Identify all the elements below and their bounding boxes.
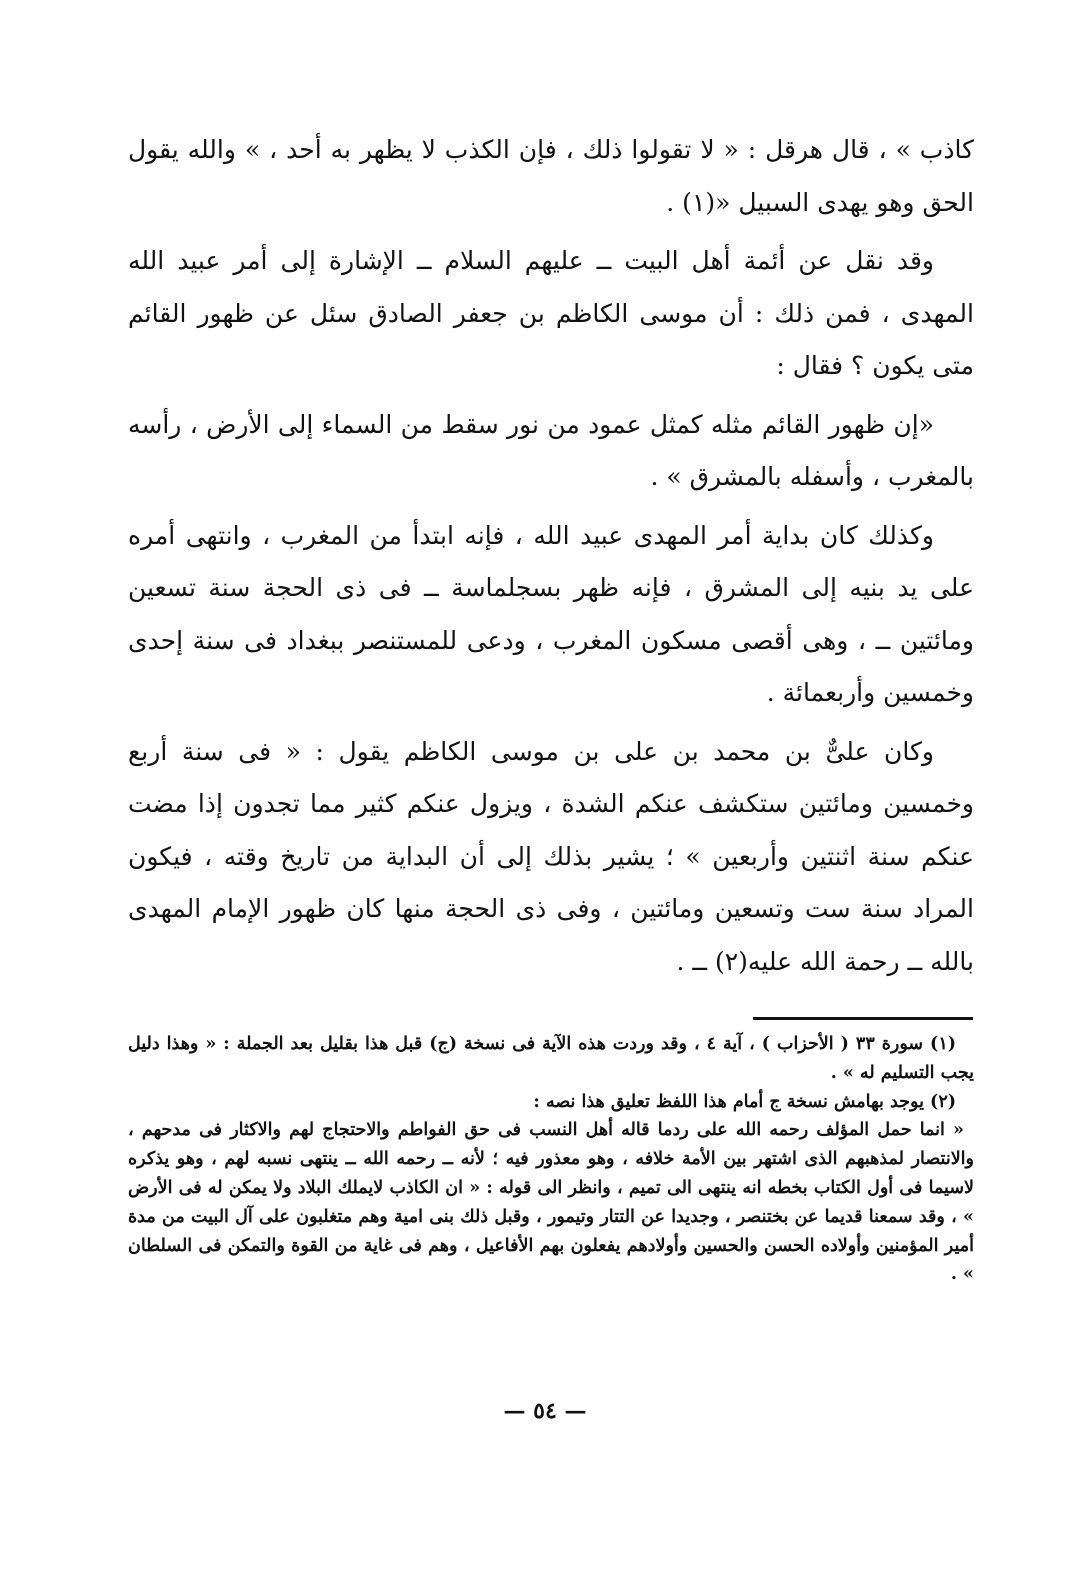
paragraph-1: كاذب » ، قال هرقل : « لا تقولوا ذلك ، فإن الكذب لا يظهر به أحد ، » والله يقول الحق وهو يهدى السبيل «(١) . xyxy=(128,135,974,217)
paragraph-2: وقد نقل عن أئمة أهل البيت ــ عليهم السلام ــ الإشارة إلى أمر عبيد الله المهدى ، فمن ذلك : أن موسى الكاظم بن جعفر الصادق سئل عن ظهور القائم متى يكون ؟ فقال : xyxy=(128,246,974,380)
footnote-2: (٢) يوجد بهامش نسخة ج أمام هذا اللفظ تعليق هذا نصه : xyxy=(533,1091,956,1112)
footnote-2-quote: « انما حمل المؤلف رحمه الله على ردما قاله أهل النسب فى حق الفواطم والاحتجاج لهم والاكثار فى مدحهم ، والانتصار لمذهبهم الذى اشتهر بين الأمة خلافه ، وهو معذور فيه ؛ لأنه ــ رحمه الله ــ ينتهى نسبه لهم ، وهو يذكره لاسيما فى أول الكتاب بخطه انه ينتهى الى تميم ، وانظر الى قوله : « ان الكاذب لايملك البلاد ولا يمكن له فى الأرض » ، وقد سمعنا قديما عن بختنصر ، وجديدا عن التتار وتيمور ، وقبل ذلك بنى امية وهم متغلبون على آل البيت من مدة أمير المؤمنين وأولاده الحسن والحسين وأولادهم يفعلون بهم الأفاعيل ، وهم فى غاية من القوة والتمكن فى السلطان » . xyxy=(128,1120,974,1285)
footnote-separator xyxy=(753,1017,973,1020)
paragraph-5: وكان علىٌّ بن محمد بن على بن موسى الكاظم يقول : « فى سنة أربع وخمسين ومائتين ستكشف عنكم الشدة ، ويزول عنكم كثير مما تجدون إذا مضت عنكم سنة اثنتين وأربعين » ؛ يشير بذلك إلى أن البداية من تاريخ وقته ، فيكون المراد سنة ست وتسعين ومائتين ، وفى ذى الحجة منها كان ظهور الإمام المهدى بالله ــ رحمة الله عليه(٢) ــ . xyxy=(128,736,974,976)
paragraph-3: «إن ظهور القائم مثله كمثل عمود من نور سقط من السماء إلى الأرض ، رأسه بالمغرب ، وأسفله بالمشرق » . xyxy=(128,409,974,491)
footnote-1: (١) سورة ٣٣ ( الأحزاب ) ، آية ٤ ، وقد وردت هذه الآية فى نسخة (ج) قبل هذا بقليل بعد الجملة : « وهذا دليل يجب التسليم له » . xyxy=(128,1034,974,1083)
main-text xyxy=(128,124,974,988)
footnotes xyxy=(128,1030,974,1289)
paragraph-4: وكذلك كان بداية أمر المهدى عبيد الله ، فإنه ابتدأ من المغرب ، وانتهى أمره على يد بنيه إلى المشرق ، فإنه ظهر بسجلماسة ــ فى ذى الحجة سنة تسعين ومائتين ــ ، وهى أقصى مسكون المغرب ، ودعى للمستنصر ببغداد فى سنة إحدى وخمسين وأربعمائة . xyxy=(128,520,974,707)
page-number: — ٥٤ — xyxy=(503,1398,587,1424)
